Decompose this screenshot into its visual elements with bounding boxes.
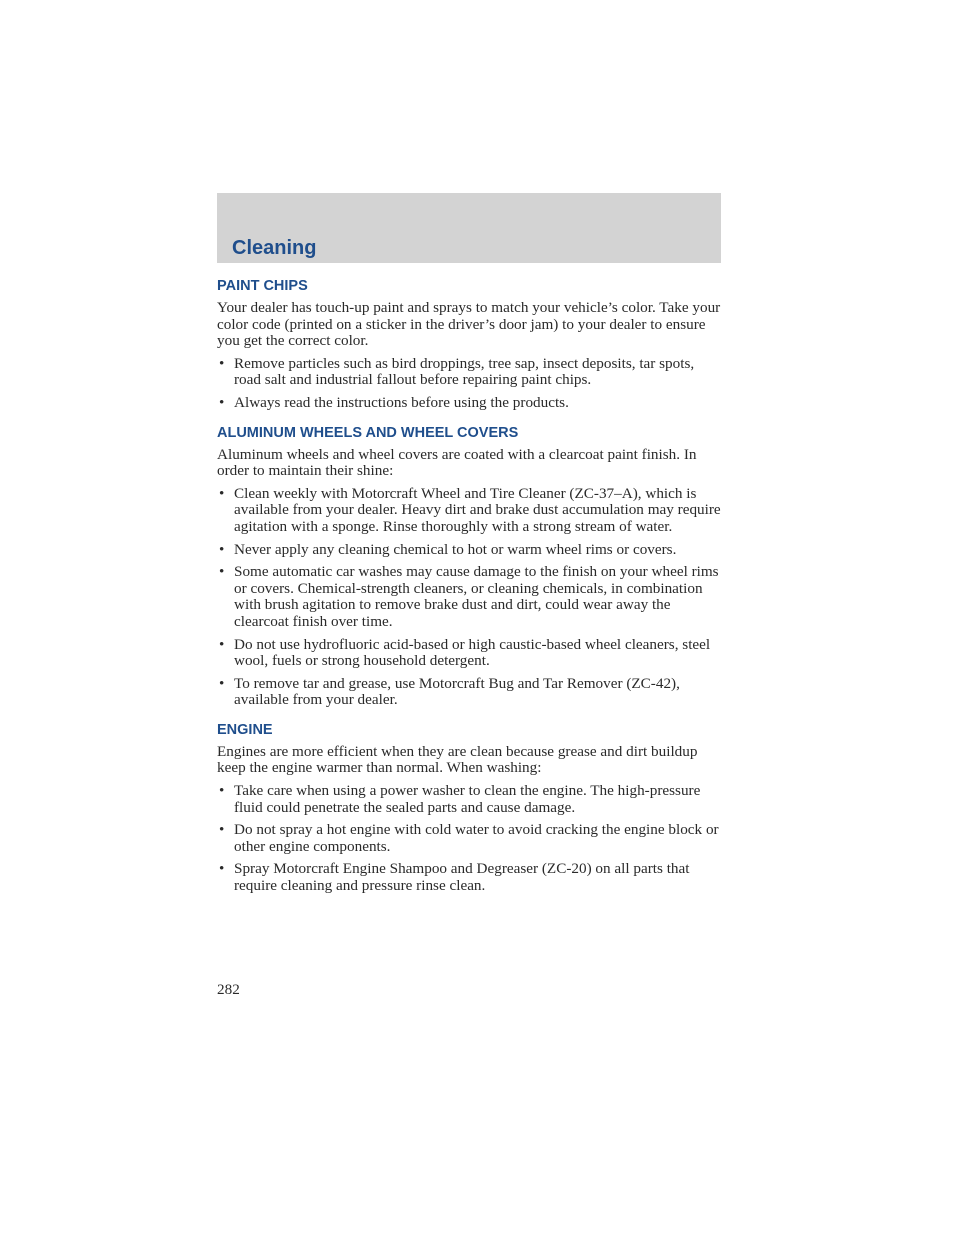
bullet-list <box>217 486 721 709</box>
list-item-text: Do not spray a hot engine with cold water to avoid cracking the engine block or other engine components. <box>234 821 719 855</box>
bullet-icon: • <box>219 860 225 878</box>
bullet-icon: • <box>219 674 225 692</box>
page-number: 282 <box>217 981 240 998</box>
section-paint-chips <box>217 276 721 412</box>
list-item-text: Always read the instructions before using the products. <box>234 393 569 411</box>
section-intro: Engines are more efficient when they are clean because grease and dirt buildup keep the engine warmer than normal. When washing: <box>217 742 698 777</box>
list-item <box>217 486 721 536</box>
list-item-text: Remove particles such as bird droppings, tree sap, insect deposits, tar spots, road salt and industrial fallout before repairing paint chips. <box>234 354 695 389</box>
bullet-list <box>217 783 721 895</box>
list-item <box>217 395 721 412</box>
list-item-text: To remove tar and grease, use Motorcraft Bug and Tar Remover (ZC-42), available from your dealer. <box>234 674 680 709</box>
bullet-icon: • <box>219 393 225 411</box>
bullet-icon: • <box>219 782 225 800</box>
list-item <box>217 356 721 389</box>
page-content <box>217 276 721 906</box>
list-item <box>217 637 721 670</box>
list-item <box>217 783 721 816</box>
section-intro: Aluminum wheels and wheel covers are coated with a clearcoat paint finish. In order to maintain their shine: <box>217 445 697 480</box>
bullet-icon: • <box>219 563 225 581</box>
section-heading: PAINT CHIPS <box>217 278 308 294</box>
page-title: Cleaning <box>232 237 317 259</box>
bullet-icon: • <box>219 540 225 558</box>
list-item <box>217 861 721 894</box>
list-item-text: Spray Motorcraft Engine Shampoo and Degreaser (ZC-20) on all parts that require cleaning and pressure rinse clean. <box>234 860 690 895</box>
bullet-icon: • <box>219 484 225 502</box>
list-item-text: Do not use hydrofluoric acid-based or high caustic-based wheel cleaners, steel wool, fuels or strong household detergent. <box>234 635 711 670</box>
section-heading: ENGINE <box>217 721 273 738</box>
list-item <box>217 822 721 855</box>
bullet-icon: • <box>219 354 225 372</box>
section-engine <box>217 720 721 895</box>
list-item-text: Never apply any cleaning chemical to hot or warm wheel rims or covers. <box>234 540 677 558</box>
bullet-icon: • <box>219 635 225 653</box>
list-item <box>217 676 721 709</box>
list-item-text: Some automatic car washes may cause damage to the finish on your wheel rims or covers. Chemical-strength cleaners, or cleaning chemicals, in combination with brush agitation to remove brake dust and dirt, could wear away the clearcoat finish over time. <box>234 563 719 630</box>
section-header-band <box>217 193 721 263</box>
section-intro: Your dealer has touch-up paint and sprays to match your vehicle’s color. Take your color code (printed on a sticker in the driver’s door jam) to your dealer to ensure you get the correct color. <box>217 299 721 350</box>
list-item <box>217 564 721 630</box>
section-heading: ALUMINUM WHEELS AND WHEEL COVERS <box>217 424 519 441</box>
list-item-text: Clean weekly with Motorcraft Wheel and Tire Cleaner (ZC-37–A), which is available from your dealer. Heavy dirt and brake dust accumulation may require agitation with a sponge. Rinse thoroughly with a strong stream of water. <box>234 484 721 535</box>
list-item <box>217 542 721 559</box>
section-aluminum-wheels <box>217 423 721 709</box>
bullet-icon: • <box>219 821 225 839</box>
list-item-text: Take care when using a power washer to clean the engine. The high-pressure fluid could penetrate the sealed parts and cause damage. <box>234 782 701 816</box>
bullet-list <box>217 356 721 412</box>
